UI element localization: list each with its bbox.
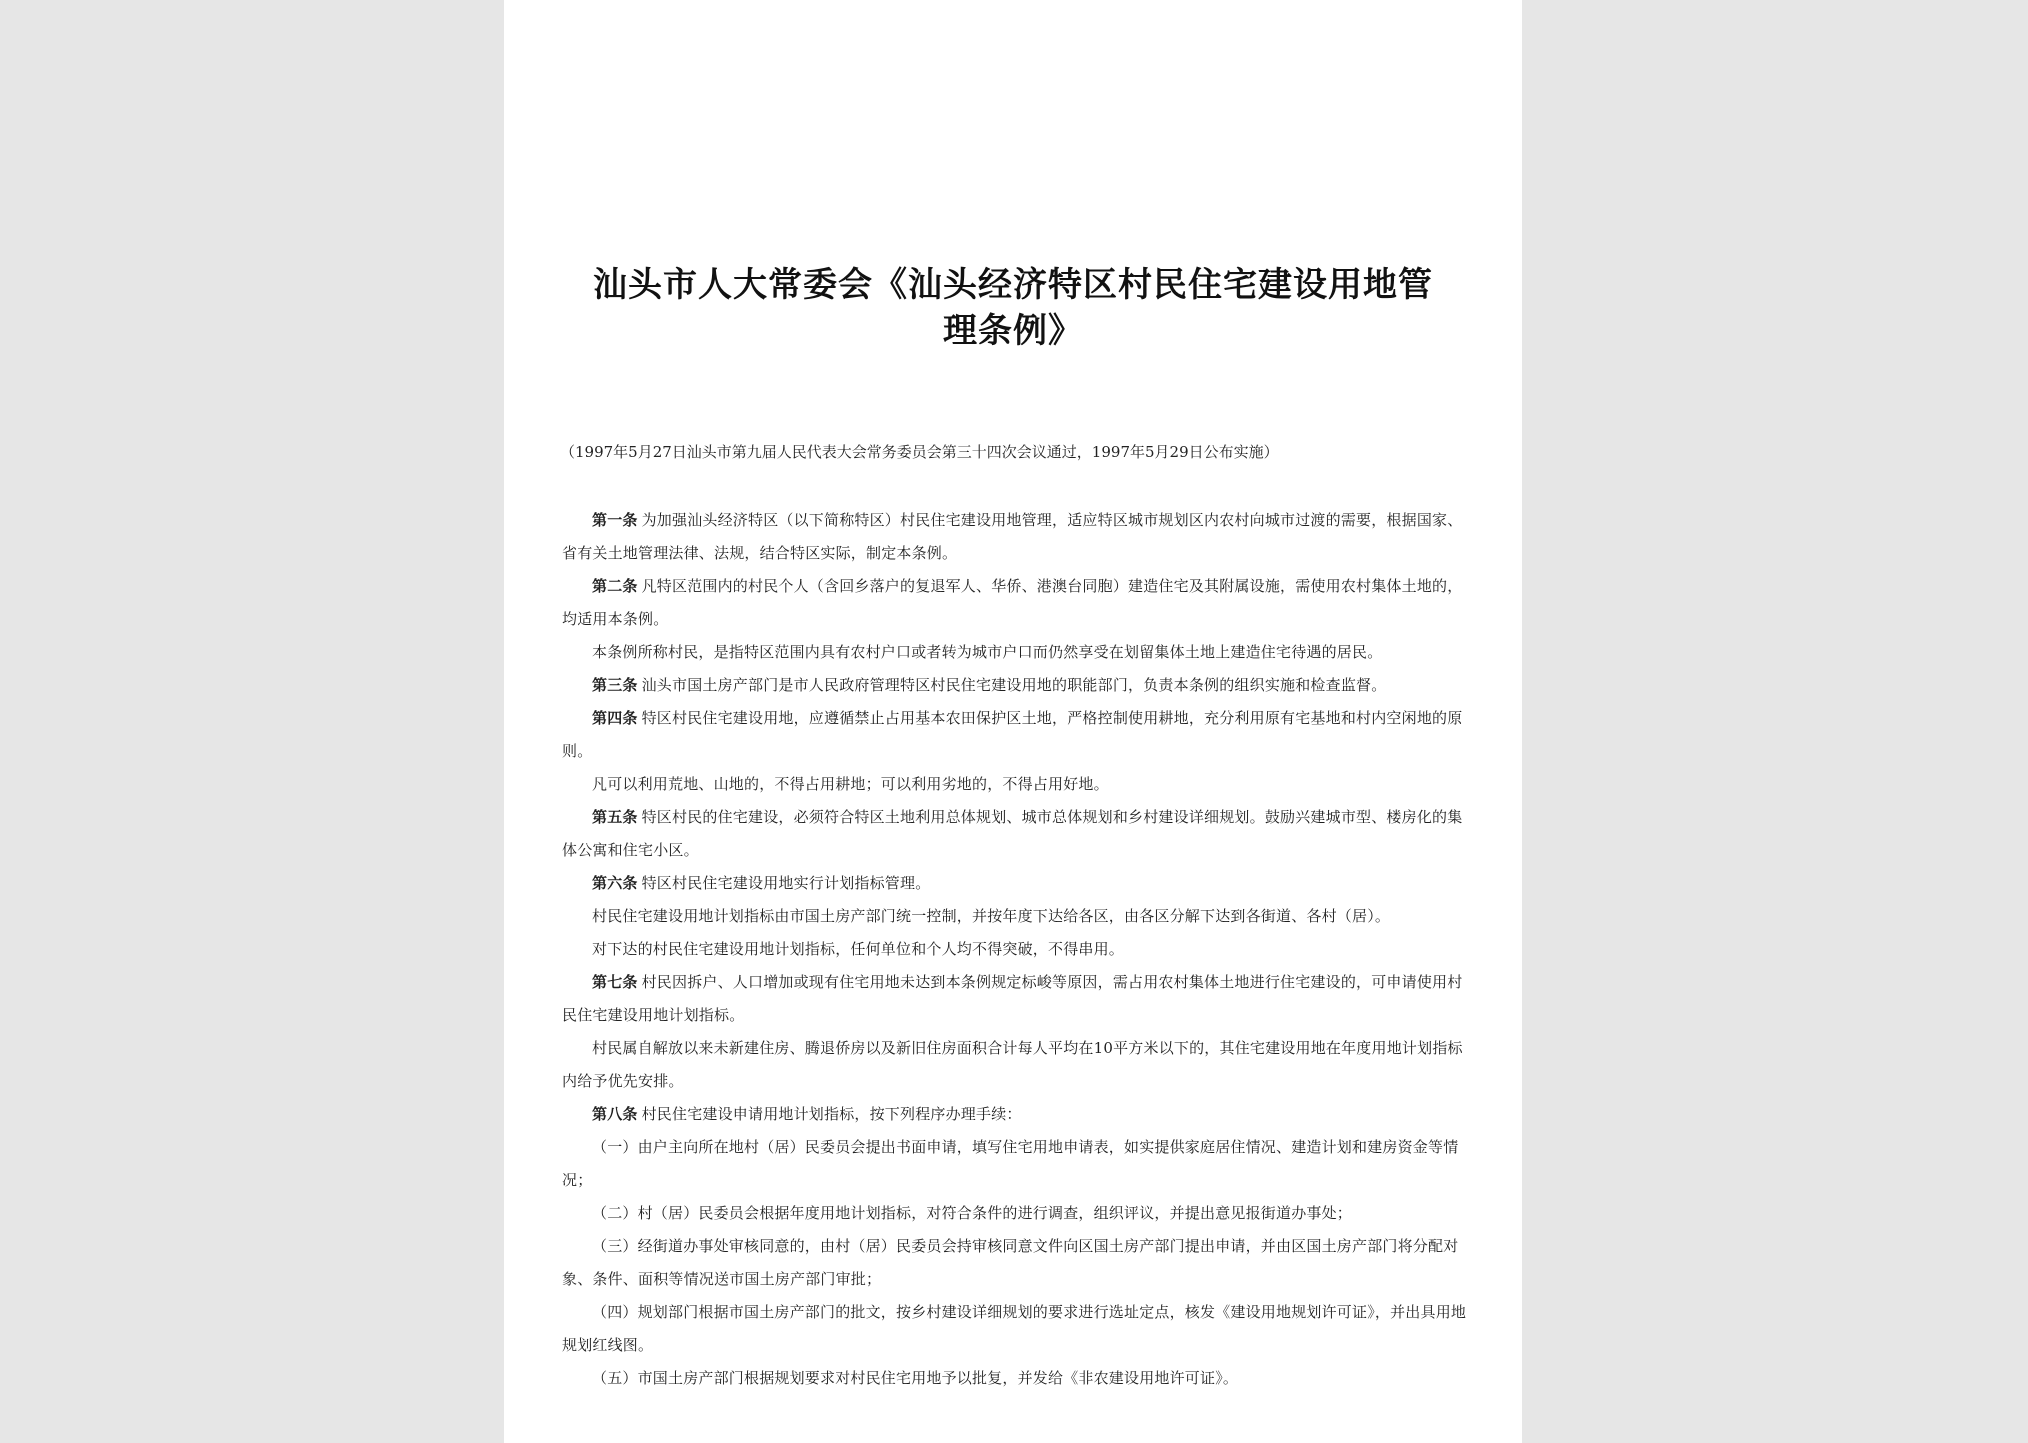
- article-text: 对下达的村民住宅建设用地计划指标，任何单位和个人均不得突破，不得串用。: [592, 940, 1125, 958]
- paragraph-article-2: [562, 570, 1472, 636]
- paragraph-article-1: [562, 504, 1472, 570]
- article-text: （三）经街道办事处审核同意的，由村（居）民委员会持审核同意文件向区国土房产部门提出申请，并由区国土房产部门将分配对象、条件、面积等情况送市国土房产部门审批；: [562, 1237, 1459, 1288]
- document-subtitle: （1997年5月27日汕头市第九届人民代表大会常务委员会第三十四次会议通过，1997年5月29日公布实施）: [560, 443, 1279, 461]
- document-body: [562, 504, 1472, 1395]
- article-text: 特区村民住宅建设用地，应遵循禁止占用基本农田保护区土地，严格控制使用耕地，充分利用原有宅基地和村内空闲地的原则。: [562, 709, 1463, 760]
- article-text: 村民住宅建设申请用地计划指标，按下列程序办理手续：: [641, 1105, 1022, 1123]
- article-text: （一）由户主向所在地村（居）民委员会提出书面申请，填写住宅用地申请表，如实提供家庭居住情况、建造计划和建房资金等情况；: [562, 1138, 1459, 1189]
- document-page: [504, 0, 1522, 1443]
- article-head: 第二条: [592, 577, 638, 595]
- paragraph-article-5: [562, 801, 1472, 867]
- article-text: （二）村（居）民委员会根据年度用地计划指标，对符合条件的进行调查，组织评议，并提出意见报街道办事处；: [592, 1204, 1353, 1222]
- paragraph-article-6-sub-1: [562, 900, 1472, 933]
- paragraph-article-6: [562, 867, 1472, 900]
- article-text: 汕头市国土房产部门是市人民政府管理特区村民住宅建设用地的职能部门，负责本条例的组织实施和检查监督。: [641, 676, 1387, 694]
- paragraph-article-8: [562, 1098, 1472, 1131]
- paragraph-article-8-item-4: [562, 1296, 1472, 1362]
- article-text: 特区村民的住宅建设，必须符合特区土地利用总体规划、城市总体规划和乡村建设详细规划。鼓励兴建城市型、楼房化的集体公寓和住宅小区。: [562, 808, 1463, 859]
- article-head: 第三条: [592, 676, 638, 694]
- title-line-2: 理条例》: [943, 311, 1083, 351]
- article-head: 第四条: [592, 709, 638, 727]
- paragraph-article-3: [562, 669, 1472, 702]
- article-text: 凡可以利用荒地、山地的，不得占用耕地；可以利用劣地的，不得占用好地。: [592, 775, 1109, 793]
- article-text: 村民因拆户、人口增加或现有住宅用地未达到本条例规定标峻等原因，需占用农村集体土地进行住宅建设的，可申请使用村民住宅建设用地计划指标。: [562, 973, 1463, 1024]
- paragraph-article-4: [562, 702, 1472, 768]
- paragraph-article-7: [562, 966, 1472, 1032]
- article-head: 第八条: [592, 1105, 638, 1123]
- paragraph-article-4-sub: [562, 768, 1472, 801]
- article-text: 凡特区范围内的村民个人（含回乡落户的复退军人、华侨、港澳台同胞）建造住宅及其附属设施，需使用农村集体土地的，均适用本条例。: [562, 577, 1463, 628]
- paragraph-article-6-sub-2: [562, 933, 1472, 966]
- article-text: 村民住宅建设用地计划指标由市国土房产部门统一控制，并按年度下达给各区，由各区分解下达到各街道、各村（居）。: [592, 907, 1391, 925]
- paragraph-article-8-item-5: [562, 1362, 1472, 1395]
- article-head: 第七条: [592, 973, 638, 991]
- title-line-1: 汕头市人大常委会《汕头经济特区村民住宅建设用地管: [593, 265, 1433, 305]
- article-text: （五）市国土房产部门根据规划要求对村民住宅用地予以批复，并发给《非农建设用地许可证》。: [592, 1369, 1239, 1387]
- article-head: 第五条: [592, 808, 638, 826]
- article-text: 本条例所称村民，是指特区范围内具有农村户口或者转为城市户口而仍然享受在划留集体土地上建造住宅待遇的居民。: [592, 643, 1383, 661]
- document-title: [564, 262, 1462, 354]
- article-text: （四）规划部门根据市国土房产部门的批文，按乡村建设详细规划的要求进行选址定点，核发《建设用地规划许可证》，并出具用地规划红线图。: [562, 1303, 1467, 1354]
- article-text: 村民属自解放以来未新建住房、腾退侨房以及新旧住房面积合计每人平均在10平方米以下的，其住宅建设用地在年度用地计划指标内给予优先安排。: [562, 1039, 1463, 1090]
- article-head: 第六条: [592, 874, 638, 892]
- paragraph-article-8-item-1: [562, 1131, 1472, 1197]
- article-head: 第一条: [592, 511, 638, 529]
- article-text: 特区村民住宅建设用地实行计划指标管理。: [641, 874, 931, 892]
- paragraph-article-2-sub: [562, 636, 1472, 669]
- article-text: 为加强汕头经济特区（以下简称特区）村民住宅建设用地管理，适应特区城市规划区内农村向城市过渡的需要，根据国家、省有关土地管理法律、法规，结合特区实际，制定本条例。: [562, 511, 1463, 562]
- paragraph-article-8-item-3: [562, 1230, 1472, 1296]
- paragraph-article-7-sub: [562, 1032, 1472, 1098]
- paragraph-article-8-item-2: [562, 1197, 1472, 1230]
